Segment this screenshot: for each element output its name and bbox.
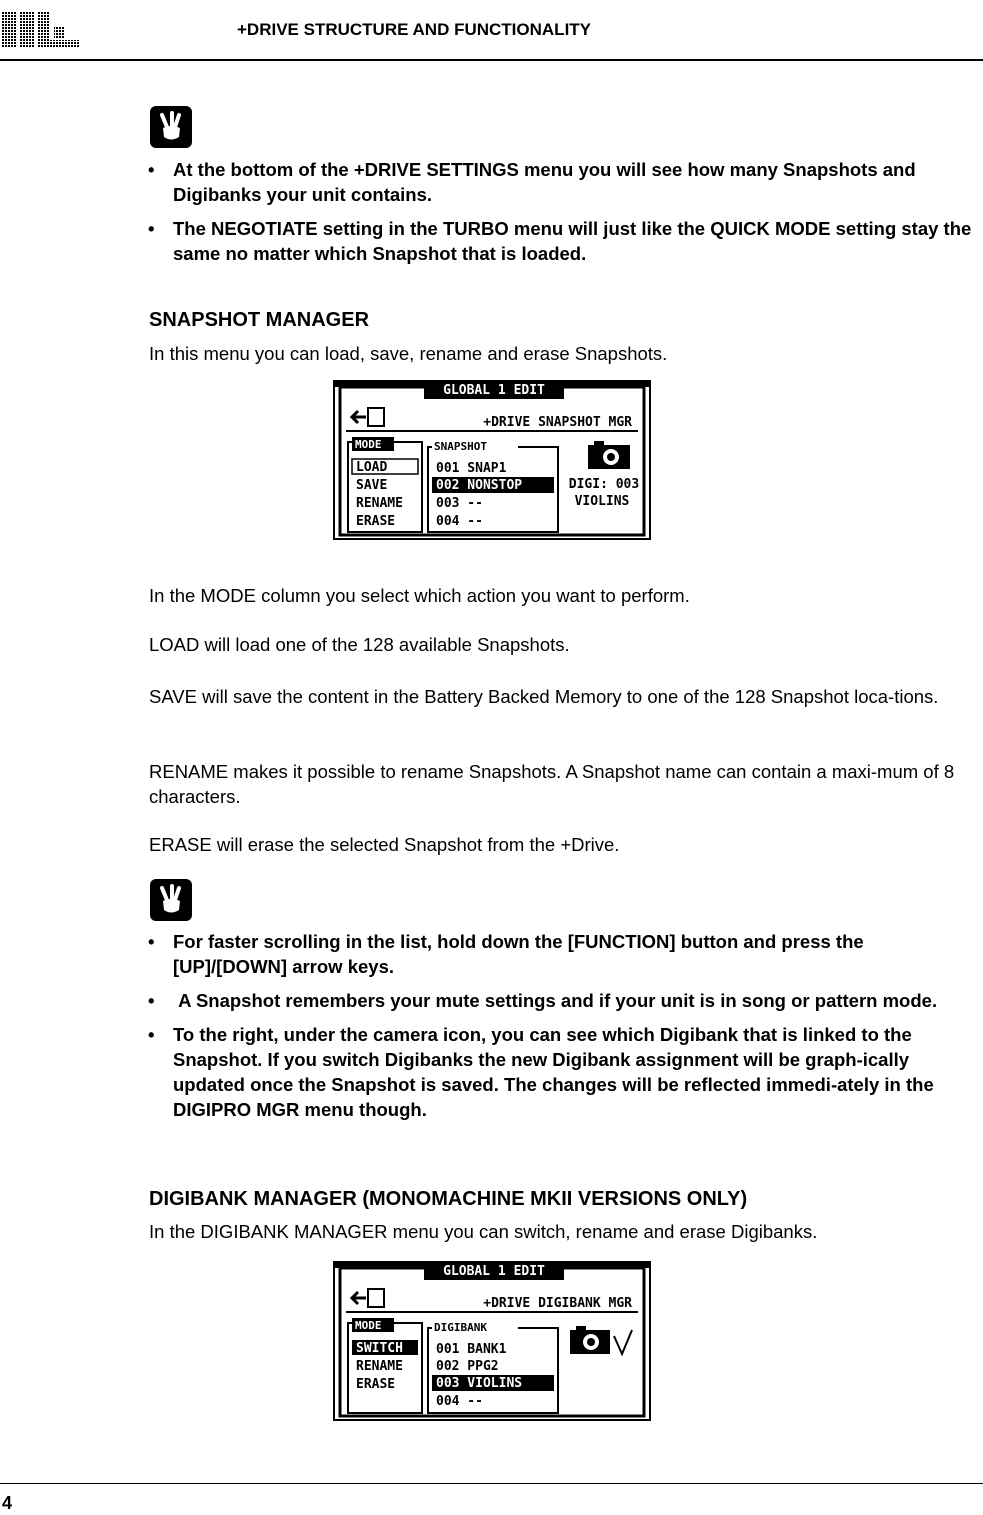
section-heading-snapshot-manager: SNAPSHOT MANAGER — [149, 309, 370, 331]
mode-option-erase: ERASE — [356, 1377, 396, 1392]
lcd-screenshot-snapshot-mgr — [332, 379, 652, 541]
note-bullet: • For faster scrolling in the list, hold down the [FUNCTION] button and press the [UP]/[DOWN] arrow keys. — [148, 931, 864, 977]
section-intro: In the DIGIBANK MANAGER menu you can switch, rename and erase Digibanks. — [149, 1221, 818, 1242]
digibank-list-label: DIGIBANK — [434, 1321, 487, 1334]
snapshot-list-item: 003 -- — [436, 496, 483, 511]
paragraph: ERASE will erase the selected Snapshot from the +Drive. — [149, 834, 620, 855]
note-bullet: • The NEGOTIATE setting in the TURBO menu will just like the QUICK MODE setting stay the same no matter which Snapshot that is loaded. — [148, 218, 972, 264]
hand-note-icon — [150, 106, 192, 148]
mode-option-rename: RENAME — [356, 496, 403, 511]
digibank-list-item-selected: 003 VIOLINS — [436, 1376, 523, 1391]
snapshot-list-item: 001 SNAP1 — [436, 461, 507, 476]
mode-option-switch: SWITCH — [356, 1341, 403, 1356]
mode-column-label: MODE — [355, 1319, 382, 1332]
paragraph: LOAD will load one of the 128 available Snapshots. — [149, 634, 570, 655]
mode-column-label: MODE — [355, 438, 382, 451]
camera-icon — [588, 441, 630, 469]
screen-title: +DRIVE SNAPSHOT MGR — [483, 415, 632, 430]
digibank-list-item: 001 BANK1 — [436, 1342, 507, 1357]
paragraph: RENAME makes it possible to rename Snapshots. A Snapshot name can contain a maxi-mum of 8 characters. — [149, 761, 955, 807]
snapshot-list-item-selected: 002 NONSTOP — [436, 478, 523, 493]
mode-option-load: LOAD — [356, 460, 388, 475]
digibank-link-name: VIOLINS — [574, 494, 630, 509]
digibank-list-item: 004 -- — [436, 1394, 483, 1409]
header-divider — [0, 59, 983, 61]
note-bullet: • A Snapshot remembers your mute settings and if your unit is in song or pattern mode. — [148, 990, 938, 1011]
section-heading-digibank-manager: DIGIBANK MANAGER (MONOMACHINE MKII VERSIONS ONLY) — [149, 1188, 748, 1210]
mode-option-rename: RENAME — [356, 1359, 403, 1374]
digibank-link-label: DIGI: 003 — [568, 477, 640, 492]
note-bullet: • At the bottom of the +DRIVE SETTINGS menu you will see how many Snapshots and Digibanks your unit contains. — [148, 159, 916, 205]
screen-title: +DRIVE DIGIBANK MGR — [483, 1296, 632, 1311]
screen-tab-label: GLOBAL 1 EDIT — [443, 1264, 545, 1279]
elektron-logo-icon — [2, 12, 80, 48]
paragraph: In the MODE column you select which action you want to perform. — [149, 585, 690, 606]
lcd-screenshot-digibank-mgr — [332, 1260, 652, 1422]
page-number: 4 — [2, 1493, 13, 1513]
snapshot-list-label: SNAPSHOT — [434, 440, 487, 453]
note-bullet-list — [148, 929, 980, 1131]
section-intro: In this menu you can load, save, rename and erase Snapshots. — [149, 343, 668, 364]
snapshot-list-item: 004 -- — [436, 514, 483, 529]
page-header-title: +DRIVE STRUCTURE AND FUNCTIONALITY — [237, 20, 592, 39]
screen-tab-label: GLOBAL 1 EDIT — [443, 383, 545, 398]
hand-note-icon — [150, 879, 192, 921]
mode-option-erase: ERASE — [356, 514, 396, 529]
footer-divider — [0, 1483, 983, 1484]
paragraph: SAVE will save the content in the Battery Backed Memory to one of the 128 Snapshot loca-tions. — [149, 686, 939, 707]
digibank-list-item: 002 PPG2 — [436, 1359, 499, 1374]
mode-option-save: SAVE — [356, 478, 388, 493]
note-bullet-list — [148, 157, 980, 275]
note-bullet: • To the right, under the camera icon, you can see which Digibank that is linked to the Snapshot. If you switch Digibanks the new Digibank assignment will be graph-ically updated once the Snapshot is saved. The changes will be reflected immedi-ately in the DIGIPRO MGR menu though. — [148, 1024, 934, 1120]
